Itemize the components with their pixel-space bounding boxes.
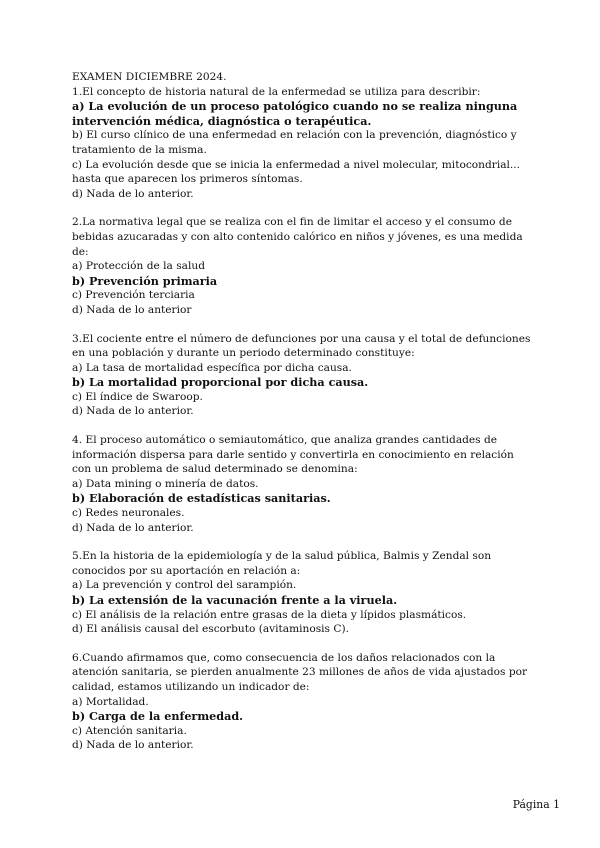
answer-option: a) Mortalidad. [72,695,149,708]
answer-option-correct: b) Prevención primaria [72,273,218,288]
question-stem: 3.El cociente entre el número de defunciones por una causa y el total de defunciones en una población y durante un periodo determinado constituye: [72,332,531,360]
answer-option-correct: a) La evolución de un proceso patológico cuando no se realiza ninguna intervención médica, diagnóstica o terapéutica. [72,99,518,128]
answer-option: b) El curso clínico de una enfermedad en relación con la prevención, diagnóstico y tratamiento de la misma. [72,129,517,156]
exam-page [72,70,532,767]
answer-option: d) El análisis causal del escorbuto (avitaminosis C). [72,623,349,636]
answer-option: a) Data mining o minería de datos. [72,477,259,490]
answer-option: a) La prevención y control del sarampión. [72,579,297,592]
answer-option: d) Nada de lo anterior. [72,187,194,200]
question-2 [72,215,532,317]
exam-header: EXAMEN DICIEMBRE 2024. [72,71,227,83]
question-stem: 6.Cuando afirmamos que, como consecuencia de los daños relacionados con la atención sanitaria, se pierden anualmente 23 millones de años de vida ajustados por calidad, estamos utilizando un indicador de: [72,651,528,693]
answer-option: d) Nada de lo anterior. [72,521,194,534]
answer-option-correct: b) Carga de la enfermedad. [72,709,244,724]
question-6 [72,651,532,753]
answer-option-correct: b) La mortalidad proporcional por dicha causa. [72,375,369,390]
answer-option: d) Nada de lo anterior [72,303,192,316]
page-number: Página 1 [512,798,560,811]
question-stem: 2.La normativa legal que se realiza con el fin de limitar el acceso y el consumo de bebidas azucaradas y con alto contenido calórico en niños y jóvenes, es una medida de: [72,216,523,258]
answer-option: c) El análisis de la relación entre grasas de la dieta y lípidos plasmáticos. [72,608,467,621]
answer-option: c) Atención sanitaria. [72,724,187,737]
answer-option: a) La tasa de mortalidad específica por dicha causa. [72,361,352,374]
question-4 [72,433,532,535]
question-1 [72,85,532,202]
answer-option: c) Prevención terciaria [72,289,195,302]
question-stem: 1.El concepto de historia natural de la enfermedad se utiliza para describir: [72,85,481,98]
question-stem: 4. El proceso automático o semiautomático, que analiza grandes cantidades de información dispersa para darle sentido y convertirla en conocimiento en relación con un problema de salud determinado se denomina: [72,434,514,476]
question-5 [72,549,532,637]
question-stem: 5.En la historia de la epidemiología y de la salud pública, Balmis y Zendal son conocidos por su aportación en relación a: [72,550,492,577]
questions-list [72,85,532,753]
answer-option: a) Protección de la salud [72,260,205,273]
answer-option: c) Redes neuronales. [72,507,185,520]
answer-option: d) Nada de lo anterior. [72,405,194,418]
question-3 [72,332,532,420]
answer-option-correct: b) La extensión de la vacunación frente a la viruela. [72,593,398,607]
answer-option: c) El índice de Swaroop. [72,390,203,403]
answer-option: c) La evolución desde que se inicia la enfermedad a nivel molecular, mitocondrial... hasta que aparecen los primeros síntomas. [72,158,521,186]
answer-option-correct: b) Elaboración de estadísticas sanitarias. [72,491,331,506]
answer-option: d) Nada de lo anterior. [72,739,194,752]
